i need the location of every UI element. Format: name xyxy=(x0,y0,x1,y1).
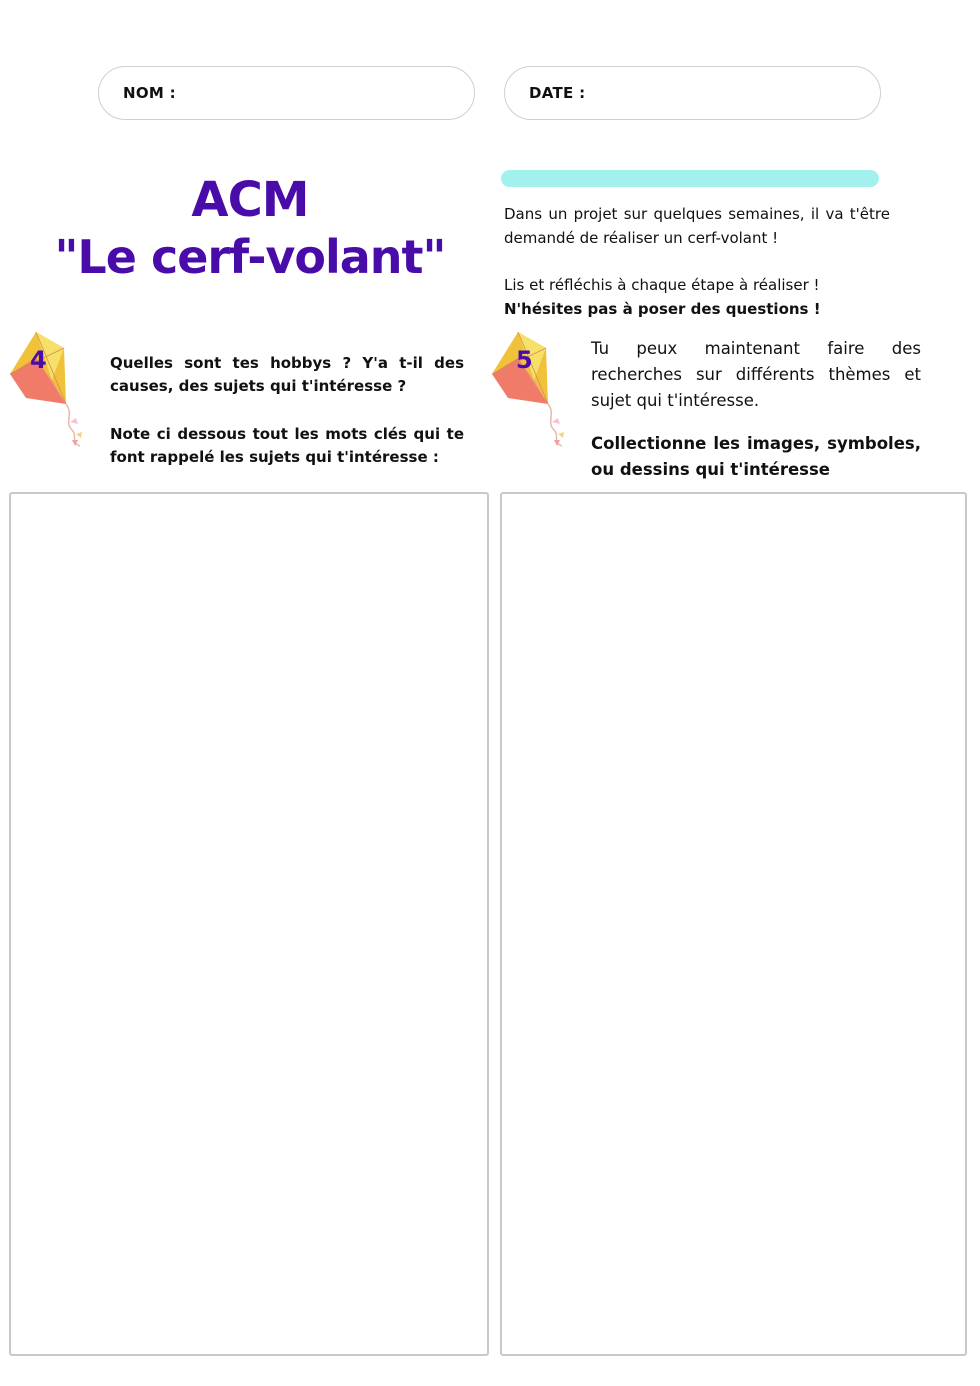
step-4-number: 4 xyxy=(30,346,47,374)
step-5-number: 5 xyxy=(516,346,533,374)
step-5-answer-box[interactable] xyxy=(500,492,967,1356)
nom-field[interactable] xyxy=(98,66,475,120)
date-field[interactable] xyxy=(504,66,881,120)
step-5-text: Tu peux maintenant faire des recherches sur différents thèmes et sujet qui t'intéresse. xyxy=(591,339,921,410)
step-5-instruction: Collectionne les images, symboles, ou dessins qui t'intéresse xyxy=(591,434,921,479)
kite-icon xyxy=(488,330,580,450)
date-label: DATE : xyxy=(529,84,586,102)
step-4-answer-box[interactable] xyxy=(9,492,489,1356)
nom-label: NOM : xyxy=(123,84,176,102)
kite-icon xyxy=(6,330,98,450)
intro-paragraph: Dans un projet sur quelques semaines, il va t'être demandé de réaliser un cerf-volant ! xyxy=(504,205,890,247)
accent-bar xyxy=(501,170,879,187)
step-4-instruction: Note ci dessous tout les mots clés qui te font rappelé les sujets qui t'intéresse : xyxy=(110,425,464,466)
intro-instruction: Lis et réfléchis à chaque étape à réaliser ! xyxy=(504,276,820,294)
page-subtitle: "Le cerf-volant" xyxy=(54,230,446,284)
intro-encouragement: N'hésites pas à poser des questions ! xyxy=(504,300,821,318)
step-4-question: Quelles sont tes hobbys ? Y'a t-il des causes, des sujets qui t'intéresse ? xyxy=(110,354,464,395)
page-title: ACM xyxy=(191,172,309,228)
